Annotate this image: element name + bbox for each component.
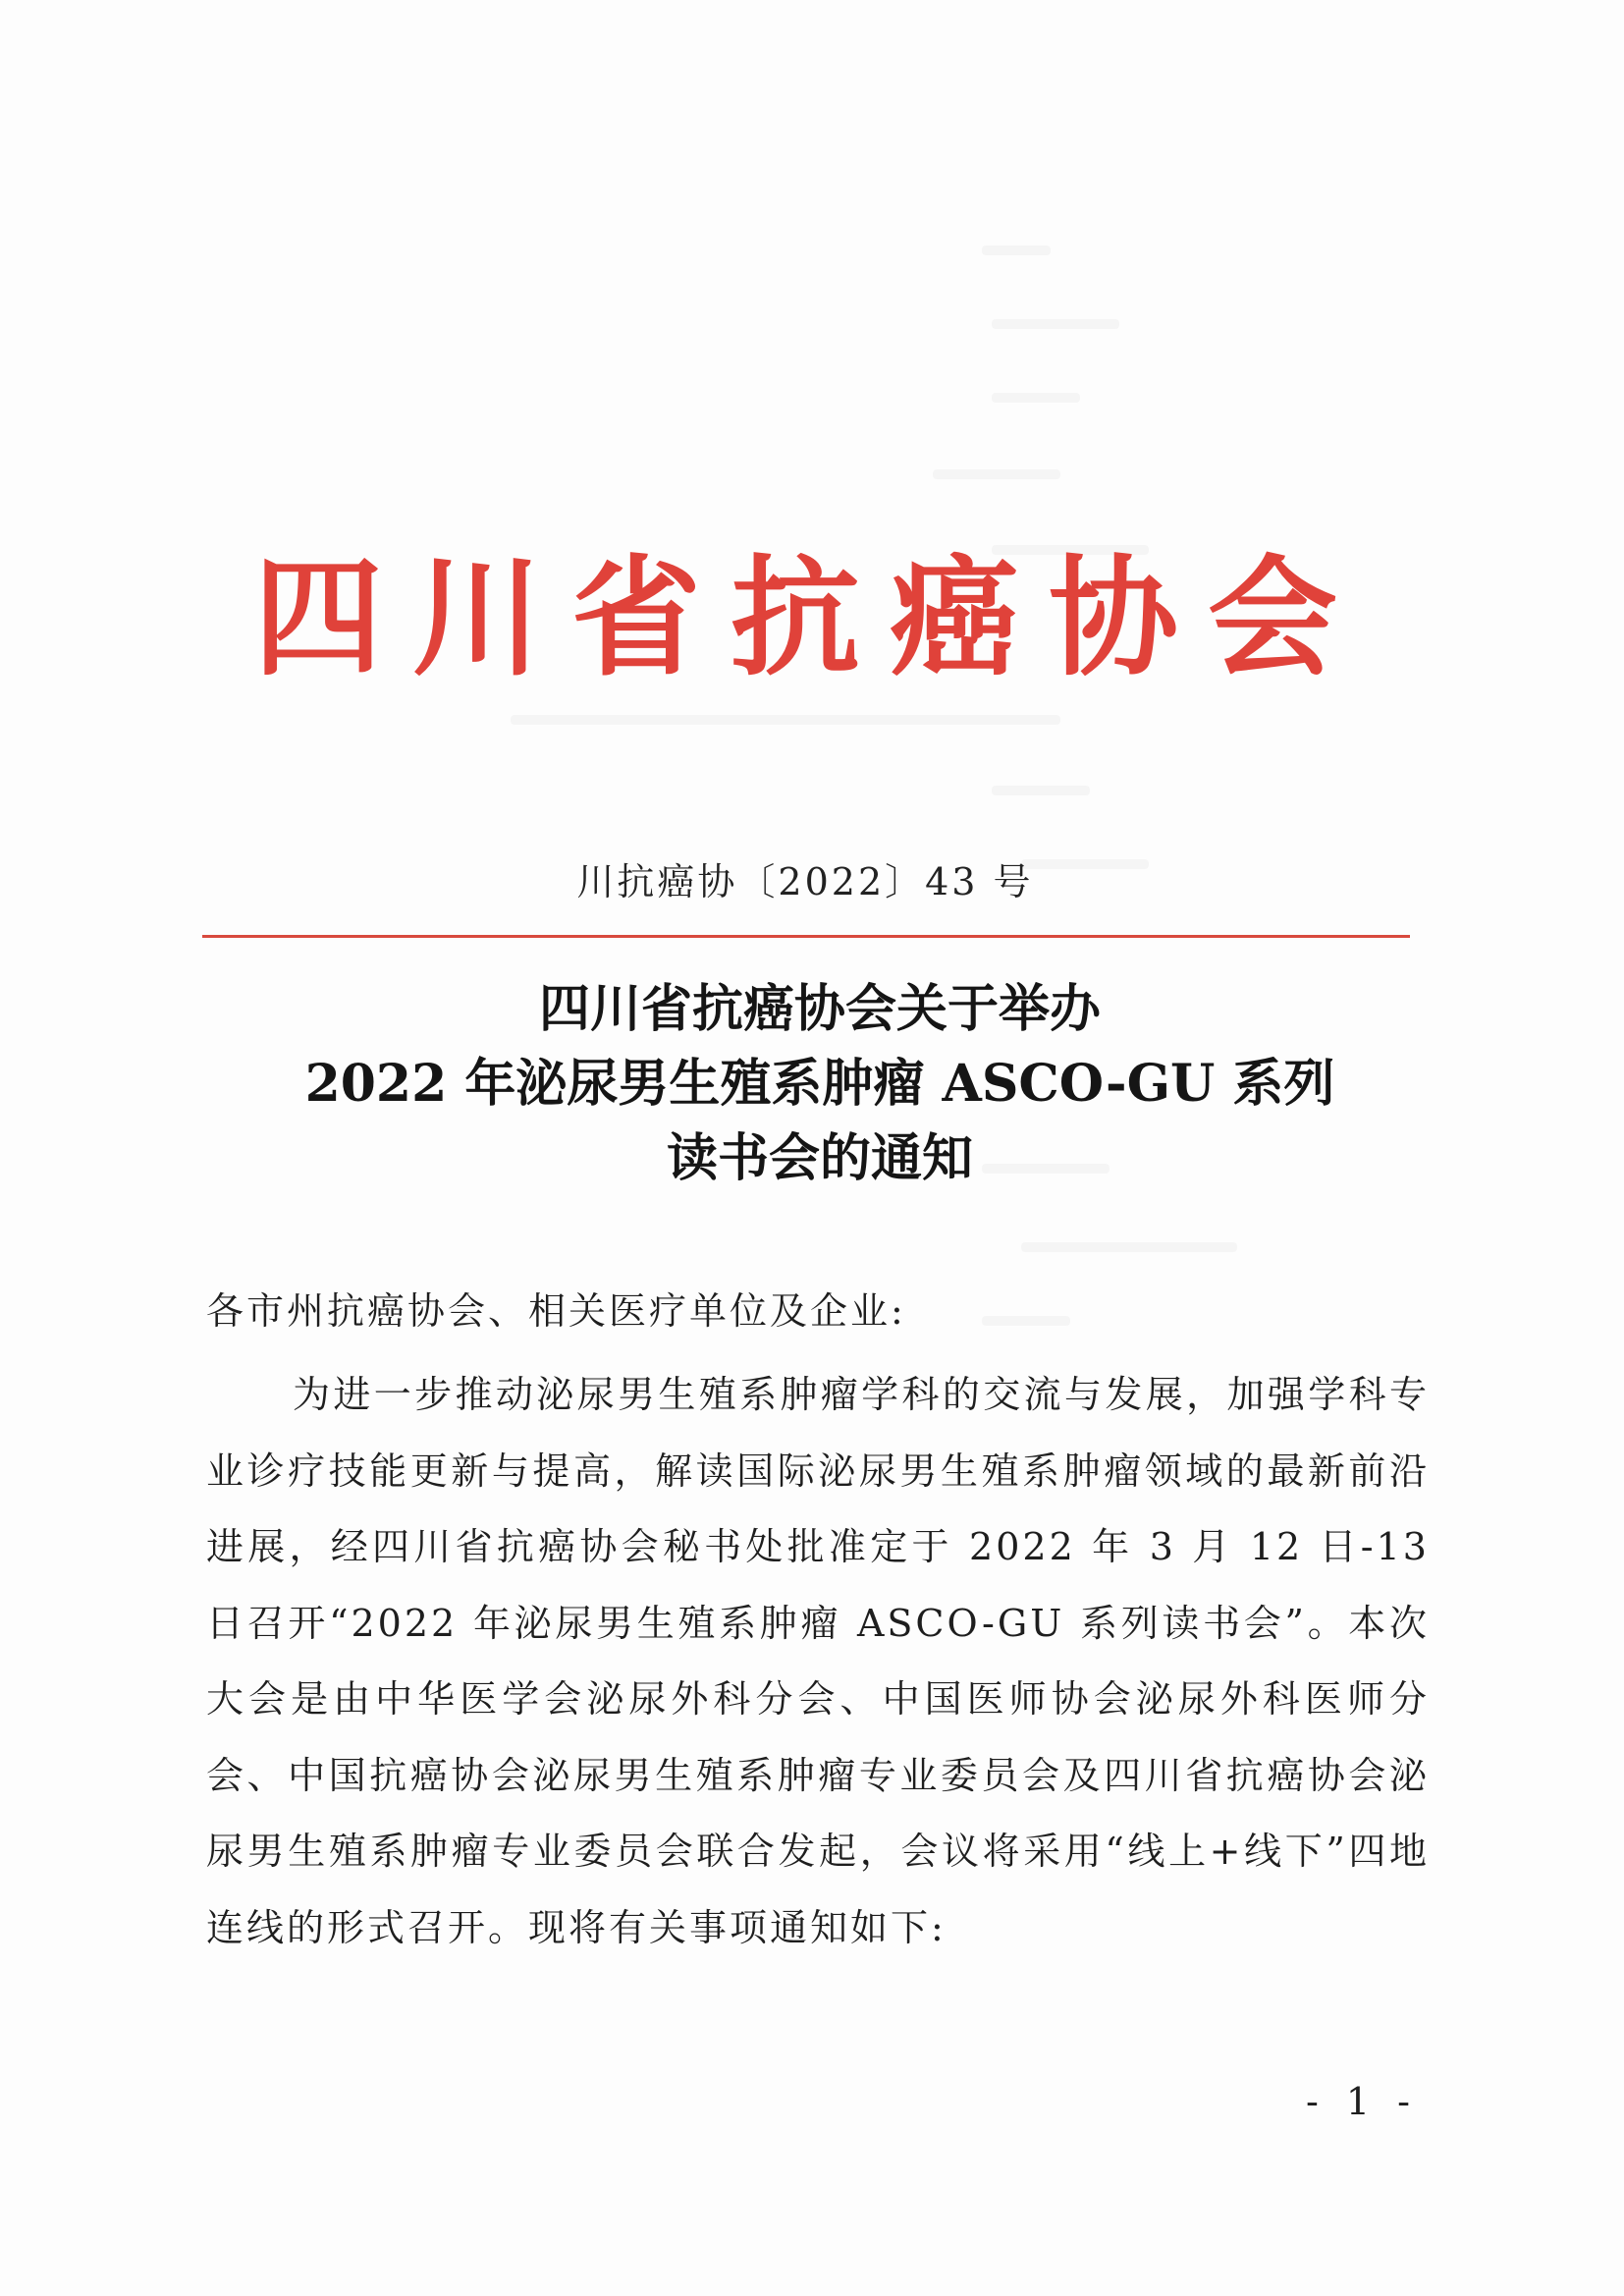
bleed-through-mark bbox=[511, 715, 1060, 725]
bleed-through-mark bbox=[992, 786, 1090, 795]
bleed-through-mark bbox=[992, 393, 1080, 403]
notice-title bbox=[196, 972, 1443, 1196]
bleed-through-mark bbox=[982, 246, 1051, 255]
page-number: - 1 - bbox=[1306, 2080, 1419, 2123]
body-paragraph: 为进一步推动泌尿男生殖系肿瘤学科的交流与发展，加强学科专业诊疗技能更新与提高，解读国际泌尿男生殖系肿瘤领域的最新前沿进展，经四川省抗癌协会秘书处批准定于 2022 年 3 月 12 日-13 日召开“2022 年泌尿男生殖系肿瘤 ASCO-GU 系列读书会”。本次大会是由中华医学会泌尿外科分会、中国医师协会泌尿外科医师分会、中国抗癌协会泌尿男生殖系肿瘤专业委员会及四川省抗癌协会泌尿男生殖系肿瘤专业委员会联合发起，会议将采用“线上+线下”四地连线的形式召开。现将有关事项通知如下: bbox=[206, 1373, 1430, 1949]
bleed-through-mark bbox=[982, 1316, 1070, 1326]
notice-title-line-2: 2022 年泌尿男生殖系肿瘤 ASCO-GU 系列 bbox=[304, 1054, 1335, 1114]
header-divider bbox=[202, 935, 1410, 938]
organization-letterhead: 四川省抗癌协会 bbox=[253, 543, 1367, 694]
bleed-through-mark bbox=[1021, 1242, 1237, 1252]
notice-title-line-3: 读书会的通知 bbox=[666, 1128, 973, 1188]
document-number: 川抗癌协〔2022〕43 号 bbox=[576, 860, 1034, 903]
salutation: 各市州抗癌协会、相关医疗单位及企业: bbox=[206, 1289, 906, 1333]
bleed-through-mark bbox=[933, 469, 1060, 479]
bleed-through-mark bbox=[992, 319, 1119, 329]
notice-title-line-1: 四川省抗癌协会关于举办 bbox=[538, 979, 1101, 1039]
